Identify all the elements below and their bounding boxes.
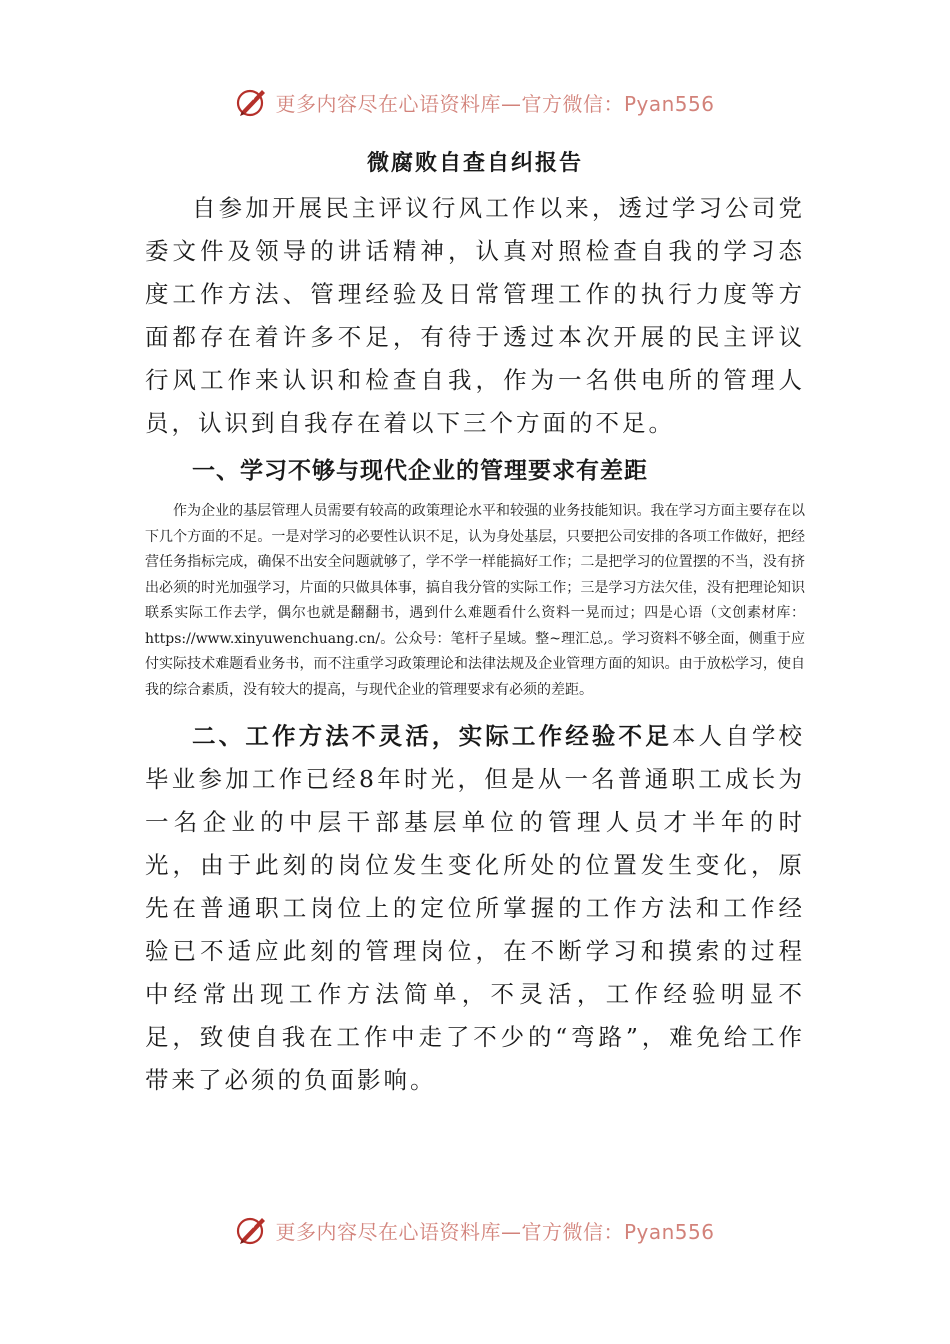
section2-paragraph (145, 715, 805, 1102)
section2-body: 本人自学校毕业参加工作已经8年时光，但是从一名普通职工成长为一名企业的中层干部基层单位的管理人员才半年的时光，由于此刻的岗位发生变化所处的位置发生变化，原先在普通职工岗位上的定位所掌握的工作方法和工作经验已不适应此刻的管理岗位，在不断学习和摸索的过程中经常出现工作方法简单，不灵活，工作经验明显不足，致使自我在工作中走了不少的“弯路”，难免给工作带来了必须的负面影响。 (145, 722, 806, 1094)
banner-text: 更多内容尽在心语资料库—官方微信：Pyan556 (275, 91, 715, 116)
pen-in-circle-icon (235, 85, 269, 119)
header-banner (0, 82, 950, 122)
pen-in-circle-icon (235, 1213, 269, 1247)
document-title: 微腐败自查自纠报告 (366, 150, 583, 176)
section1-heading: 一、学习不够与现代企业的管理要求有差距 (192, 457, 648, 484)
section1-paragraph: 作为企业的基层管理人员需要有较高的政策理论水平和较强的业务技能知识。我在学习方面主要存在以下几个方面的不足。一是对学习的必要性认识不足，认为身处基层，只要把公司安排的各项工作做好，把经营任务指标完成，确保不出安全问题就够了，学不学一样能搞好工作；二是把学习的位置摆的不当，没有挤出必须的时光加强学习，片面的只做具体事，搞自我分管的实际工作；三是学习方法欠佳，没有把理论知识联系实际工作去学，偶尔也就是翻翻书，遇到什么难题看什么资料一晃而过；四是心语（文创素材库：https://www.xinyuwenchuang.cn/。公众号：笔杆子星域。整~理汇总,。学习资料不够全面，侧重于应付实际技术难题看业务书，而不注重学习政策理论和法律法规及企业管理方面的知识。由于放松学习，使自我的综合素质，没有较大的提高，与现代企业的管理要求有必须的差距。 (145, 503, 805, 698)
banner-text: 更多内容尽在心语资料库—官方微信：Pyan556 (275, 1219, 715, 1244)
document-body (145, 140, 805, 1102)
footer-banner (0, 1210, 950, 1250)
intro-paragraph: 自参加开展民主评议行风工作以来，透过学习公司党委文件及领导的讲话精神，认真对照检查自我的学习态度工作方法、管理经验及日常管理工作的执行力度等方面都存在着许多不足，有待于透过本次开展的民主评议行风工作来认识和检查自我，作为一名供电所的管理人员，认识到自我存在着以下三个方面的不足。 (145, 194, 805, 437)
section2-heading: 二、工作方法不灵活，实际工作经验不足 (192, 722, 672, 750)
